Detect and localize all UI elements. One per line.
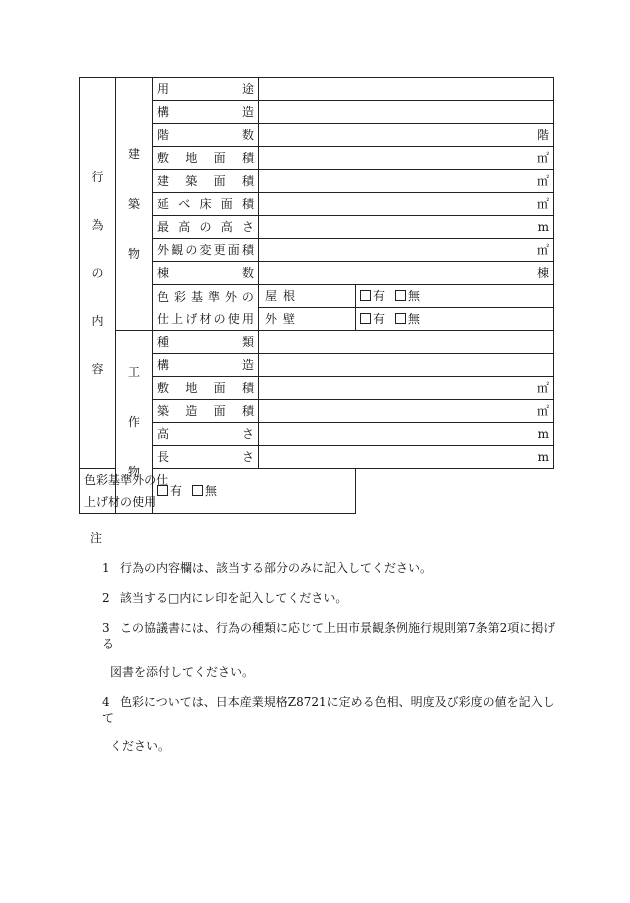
structure-color-label: 色 彩 基 準 外 の 仕 上 げ 材 の 使 用: [80, 469, 116, 514]
structure-group-label-char: 工: [127, 365, 140, 379]
roof-no-option[interactable]: 無: [395, 289, 420, 303]
outer-label-char: 容: [91, 362, 104, 376]
checkbox-icon[interactable]: [192, 485, 203, 496]
structure-row-label: 築 造 面 積: [153, 400, 259, 423]
checkbox-icon[interactable]: [395, 290, 406, 301]
checkbox-icon[interactable]: [360, 290, 371, 301]
building-row-value[interactable]: m: [259, 216, 554, 239]
roof-options: [356, 285, 554, 308]
note-number: 1: [102, 561, 110, 575]
building-group-label-char: 築: [127, 197, 140, 211]
wall-text: 外壁: [265, 312, 302, 326]
note-number: 2: [102, 591, 110, 605]
building-row-label: 延 べ 床 面 積: [153, 193, 259, 216]
wall-yes-option[interactable]: 有: [360, 312, 385, 326]
building-row-label: 用 途: [153, 78, 259, 101]
structure-row-label: 構 造: [153, 354, 259, 377]
outer-label-char: 為: [91, 218, 104, 232]
building-row-label: 敷 地 面 積: [153, 147, 259, 170]
building-row-label: 階 数: [153, 124, 259, 147]
note-item: [90, 560, 560, 576]
structure-row: [80, 331, 554, 354]
notes-title: 注: [90, 531, 103, 545]
building-row-value[interactable]: [259, 78, 554, 101]
structure-row-value[interactable]: ㎡: [259, 400, 554, 423]
note-item: [90, 620, 560, 652]
action-content-table: [79, 77, 554, 514]
roof-text: 屋根: [265, 289, 302, 303]
building-group-label-char: 建: [127, 147, 140, 161]
building-row-label: 外 観 の 変 更 面 積: [153, 239, 259, 262]
structure-row-value[interactable]: ㎡: [259, 377, 554, 400]
notes-section: [90, 530, 560, 768]
note-item: [90, 590, 560, 606]
structure-row-value[interactable]: m: [259, 423, 554, 446]
building-row-value[interactable]: ㎡: [259, 147, 554, 170]
structure-row-label: 種 類: [153, 331, 259, 354]
building-row-value[interactable]: 階: [259, 124, 554, 147]
structure-row-label: 敷 地 面 積: [153, 377, 259, 400]
building-row-label: 最 高 の 高 さ: [153, 216, 259, 239]
structure-color-row: [80, 469, 554, 514]
note-text: 色彩については、日本産業規格Z8721に定める色相、明度及び彩度の値を記入して: [102, 695, 555, 725]
note-text: 行為の内容欄は、該当する部分のみに記入してください。: [120, 561, 433, 575]
building-row-label: 構 造: [153, 101, 259, 124]
building-row-value[interactable]: ㎡: [259, 239, 554, 262]
wall-options: [356, 308, 554, 331]
roof-yes-option[interactable]: 有: [360, 289, 385, 303]
note-continuation: 図書を添付してください。: [110, 665, 255, 679]
structure-group-label-char: 物: [127, 465, 140, 479]
roof-label: [259, 285, 356, 308]
structure-row-value[interactable]: m: [259, 446, 554, 469]
building-row-value[interactable]: ㎡: [259, 170, 554, 193]
building-row-label: 建 築 面 積: [153, 170, 259, 193]
structure-color-options: [153, 469, 356, 514]
structure-group-label-char: 作: [127, 415, 140, 429]
checkbox-icon[interactable]: [360, 313, 371, 324]
wall-no-option[interactable]: 無: [395, 312, 420, 326]
building-row-value[interactable]: [259, 101, 554, 124]
structure-row-value[interactable]: [259, 354, 554, 377]
outer-label-char: 内: [91, 314, 104, 328]
building-row-value[interactable]: 棟: [259, 262, 554, 285]
structure-yes-option[interactable]: 有: [157, 484, 182, 498]
building-row-value[interactable]: ㎡: [259, 193, 554, 216]
structure-row-value[interactable]: [259, 331, 554, 354]
outer-label-char: 行: [91, 170, 104, 184]
wall-label: [259, 308, 356, 331]
building-color-label: 色 彩 基 準 外 の 仕 上 げ 材 の 使 用: [153, 285, 259, 331]
note-number: 3: [102, 621, 110, 635]
outer-label-char: の: [91, 266, 104, 280]
outer-label: [80, 78, 116, 469]
note-item: [90, 694, 560, 726]
structure-row-label: 高 さ: [153, 423, 259, 446]
building-group-label-char: 物: [127, 247, 140, 261]
checkbox-icon[interactable]: [157, 485, 168, 496]
note-number: 4: [102, 695, 110, 709]
structure-row-label: 長 さ: [153, 446, 259, 469]
structure-no-option[interactable]: 無: [192, 484, 217, 498]
checkbox-icon[interactable]: [395, 313, 406, 324]
note-text: 該当する□内にレ印を記入してください。: [120, 591, 348, 605]
building-row: [80, 78, 554, 101]
note-text: この協議書には、行為の種類に応じて上田市景観条例施行規則第7条第2項に掲げる: [102, 621, 556, 651]
note-continuation: ください。: [110, 739, 171, 753]
building-group-label: [116, 78, 153, 331]
building-row-label: 棟 数: [153, 262, 259, 285]
